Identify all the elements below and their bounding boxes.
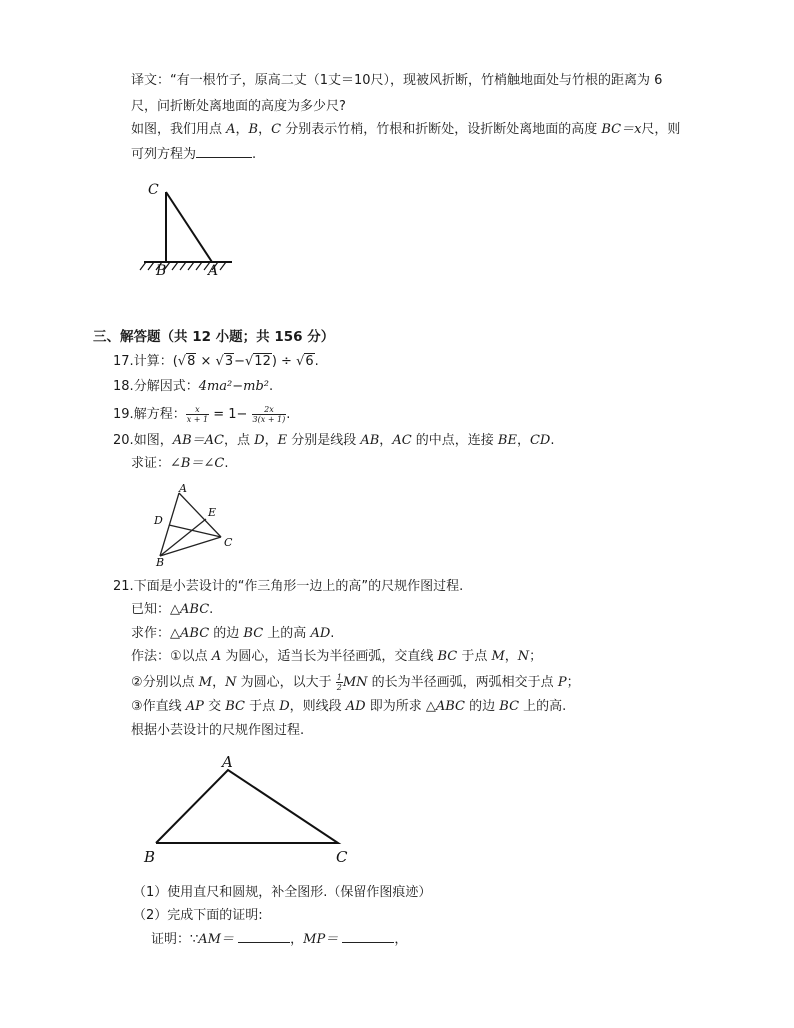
question-21-require — [131, 625, 334, 643]
math: D — [279, 699, 290, 714]
question-21-method-2 — [131, 671, 580, 695]
text: 求作： — [131, 626, 171, 641]
label-b: B — [156, 263, 167, 279]
fraction — [336, 673, 343, 692]
text: ) ÷ — [271, 354, 297, 369]
text: 分别表示竹梢，竹根和折断处，设折断处离地面的高度 — [281, 122, 602, 137]
text: . — [224, 456, 229, 471]
label-a: A — [179, 482, 187, 495]
math: MP＝ — [303, 932, 339, 947]
fraction — [186, 405, 209, 424]
text: ， — [504, 649, 518, 664]
q20-figure — [148, 482, 243, 566]
segment-cd — [169, 525, 221, 537]
math: AD — [345, 699, 366, 714]
text: 计算：( — [133, 354, 178, 369]
math: M — [198, 675, 213, 690]
question-21-part-2 — [133, 907, 263, 925]
question-21-method-1 — [131, 648, 542, 666]
label-d: D — [154, 514, 163, 527]
text: ， — [516, 433, 530, 448]
math: C — [271, 122, 282, 137]
question-21-proof — [151, 930, 407, 949]
text: ③作直线 — [131, 699, 186, 714]
triangle-abc — [156, 770, 338, 843]
text: × — [196, 354, 216, 369]
math: △ABC — [425, 699, 466, 714]
text: 求证： — [131, 456, 171, 471]
math: BC — [437, 649, 458, 664]
label-b: B — [156, 556, 165, 566]
text: = 1− — [209, 407, 252, 422]
text: − — [234, 354, 245, 369]
math: D — [254, 433, 265, 448]
answer-blank-mp[interactable] — [342, 930, 394, 943]
text: 如图， — [133, 433, 173, 448]
text: 译文：“有一根竹子，原高二丈（1丈＝10尺），现被风折断，竹梢触地面处与竹根的距离为 6 — [131, 73, 663, 88]
text: 即为所求 — [365, 699, 426, 714]
text: 上的高. — [519, 699, 567, 714]
question-21-method-3 — [131, 698, 566, 716]
question-number: 17. — [113, 354, 134, 369]
sqrt-sign: √ — [296, 354, 305, 369]
math: AC — [392, 433, 412, 448]
sqrt-sign: √ — [245, 354, 254, 369]
math: N — [225, 675, 237, 690]
math: △ABC — [170, 626, 210, 641]
text: 证明：∵ — [151, 932, 199, 947]
text: 分解因式： — [133, 379, 199, 394]
text: 分别是线段 — [287, 433, 361, 448]
question-number: 20. — [113, 433, 134, 448]
text: ， — [235, 122, 249, 137]
text: 为圆心，适当长为半径画弧，交直线 — [221, 649, 438, 664]
text: ； — [529, 649, 543, 664]
sqrt-sign: √ — [215, 354, 224, 369]
text: 下面是小芸设计的“作三角形一边上的高”的尺规作图过程. — [133, 579, 464, 594]
label-b: B — [144, 848, 156, 866]
text: ，点 — [223, 433, 255, 448]
radicand: 12 — [254, 354, 271, 369]
math: ∠B＝∠C — [170, 456, 225, 471]
label-c: C — [336, 848, 348, 866]
text: ， — [264, 433, 278, 448]
math: B — [248, 122, 259, 137]
text: 尺，则 — [641, 122, 681, 137]
math: MN — [342, 675, 368, 690]
text: 解方程： — [133, 407, 186, 422]
text: 可列方程为 — [131, 147, 197, 162]
math: AB — [360, 433, 380, 448]
q21-triangle-figure — [138, 752, 358, 868]
math: AB＝AC — [172, 433, 224, 448]
text: ， — [290, 932, 304, 947]
denominator: 3(x + 1) — [252, 415, 286, 424]
math: BE — [497, 433, 517, 448]
denominator: x + 1 — [186, 415, 209, 424]
text: 的边 — [209, 626, 244, 641]
text: 作法：①以点 — [131, 649, 212, 664]
math: N — [517, 649, 530, 664]
text: ， — [258, 122, 272, 137]
text: 于点 — [457, 649, 492, 664]
text: ， — [212, 675, 226, 690]
math: M — [491, 649, 505, 664]
segment-be — [160, 519, 206, 556]
text: 已知： — [131, 602, 171, 617]
label-a: A — [222, 753, 233, 771]
sqrt-sign: √ — [177, 354, 187, 369]
denominator: 2 — [336, 683, 342, 692]
text: 交 — [203, 699, 226, 714]
translation-line-3 — [131, 121, 680, 139]
math: A — [226, 122, 236, 137]
segment-bc — [160, 537, 221, 556]
math: BC＝x — [601, 122, 642, 137]
math: A — [211, 649, 222, 664]
text: . — [314, 354, 319, 369]
question-20-line-1 — [113, 432, 555, 450]
math: E — [277, 433, 288, 448]
question-21-basis — [131, 722, 304, 740]
translation-line-2 — [131, 98, 346, 116]
section-heading: 三、解答题（共 12 小题；共 156 分） — [93, 329, 335, 345]
question-19 — [113, 402, 290, 428]
text: . — [269, 379, 274, 394]
label-a: A — [208, 263, 219, 279]
question-17 — [113, 353, 319, 371]
question-21-part-1 — [133, 884, 431, 902]
text: 如图，我们用点 — [131, 122, 227, 137]
text: 根据小芸设计的尺规作图过程. — [131, 723, 305, 738]
bamboo-figure — [138, 178, 238, 280]
text: . — [550, 433, 555, 448]
question-21-known — [131, 601, 213, 619]
text: ②分别以点 — [131, 675, 199, 690]
text: 于点 — [244, 699, 280, 714]
math: 4ma²−mb² — [198, 379, 270, 394]
text: ， — [394, 932, 408, 947]
question-number: 19. — [113, 407, 134, 422]
math: BC — [499, 699, 520, 714]
radicand: 8 — [187, 354, 196, 369]
bamboo-broken — [166, 192, 212, 262]
question-18 — [113, 378, 273, 396]
math: △ABC — [170, 602, 210, 617]
numerator: x — [186, 405, 209, 415]
text: ； — [566, 675, 580, 690]
text: （1）使用直尺和圆规，补全图形.（保留作图痕迹） — [133, 885, 432, 900]
math: P — [557, 675, 567, 690]
radicand: 6 — [305, 354, 314, 369]
radicand: 3 — [224, 354, 234, 369]
label-c: C — [224, 536, 233, 549]
question-21-intro — [113, 578, 463, 596]
translation-line-1 — [131, 72, 662, 90]
text: 为圆心，以大于 — [236, 675, 336, 690]
answer-blank[interactable] — [196, 145, 252, 158]
question-20-line-2 — [131, 455, 228, 473]
text: 的长为半径画弧，两弧相交于点 — [367, 675, 558, 690]
text: . — [330, 626, 335, 641]
label-c: C — [148, 182, 159, 198]
label-e: E — [208, 506, 217, 519]
math: AP — [185, 699, 204, 714]
question-number: 18. — [113, 379, 134, 394]
text: . — [286, 407, 291, 422]
math: AM＝ — [198, 932, 234, 947]
numerator: 1 — [336, 673, 342, 682]
math: BC — [225, 699, 245, 714]
question-number: 21. — [113, 579, 134, 594]
math: BC — [243, 626, 264, 641]
math: CD — [529, 433, 551, 448]
text: （2）完成下面的证明: — [133, 908, 263, 923]
numerator: 2x — [252, 405, 287, 415]
fraction — [252, 405, 287, 424]
text: 上的高 — [263, 626, 311, 641]
text: ，则线段 — [289, 699, 346, 714]
answer-blank-am[interactable] — [238, 930, 290, 943]
translation-line-4 — [131, 145, 256, 164]
math: AD — [310, 626, 331, 641]
text: . — [252, 147, 257, 162]
text: . — [209, 602, 214, 617]
text: 的中点，连接 — [411, 433, 498, 448]
text: 的边 — [465, 699, 500, 714]
text: ， — [379, 433, 393, 448]
text: 尺，问折断处离地面的高度为多少尺? — [131, 99, 346, 114]
